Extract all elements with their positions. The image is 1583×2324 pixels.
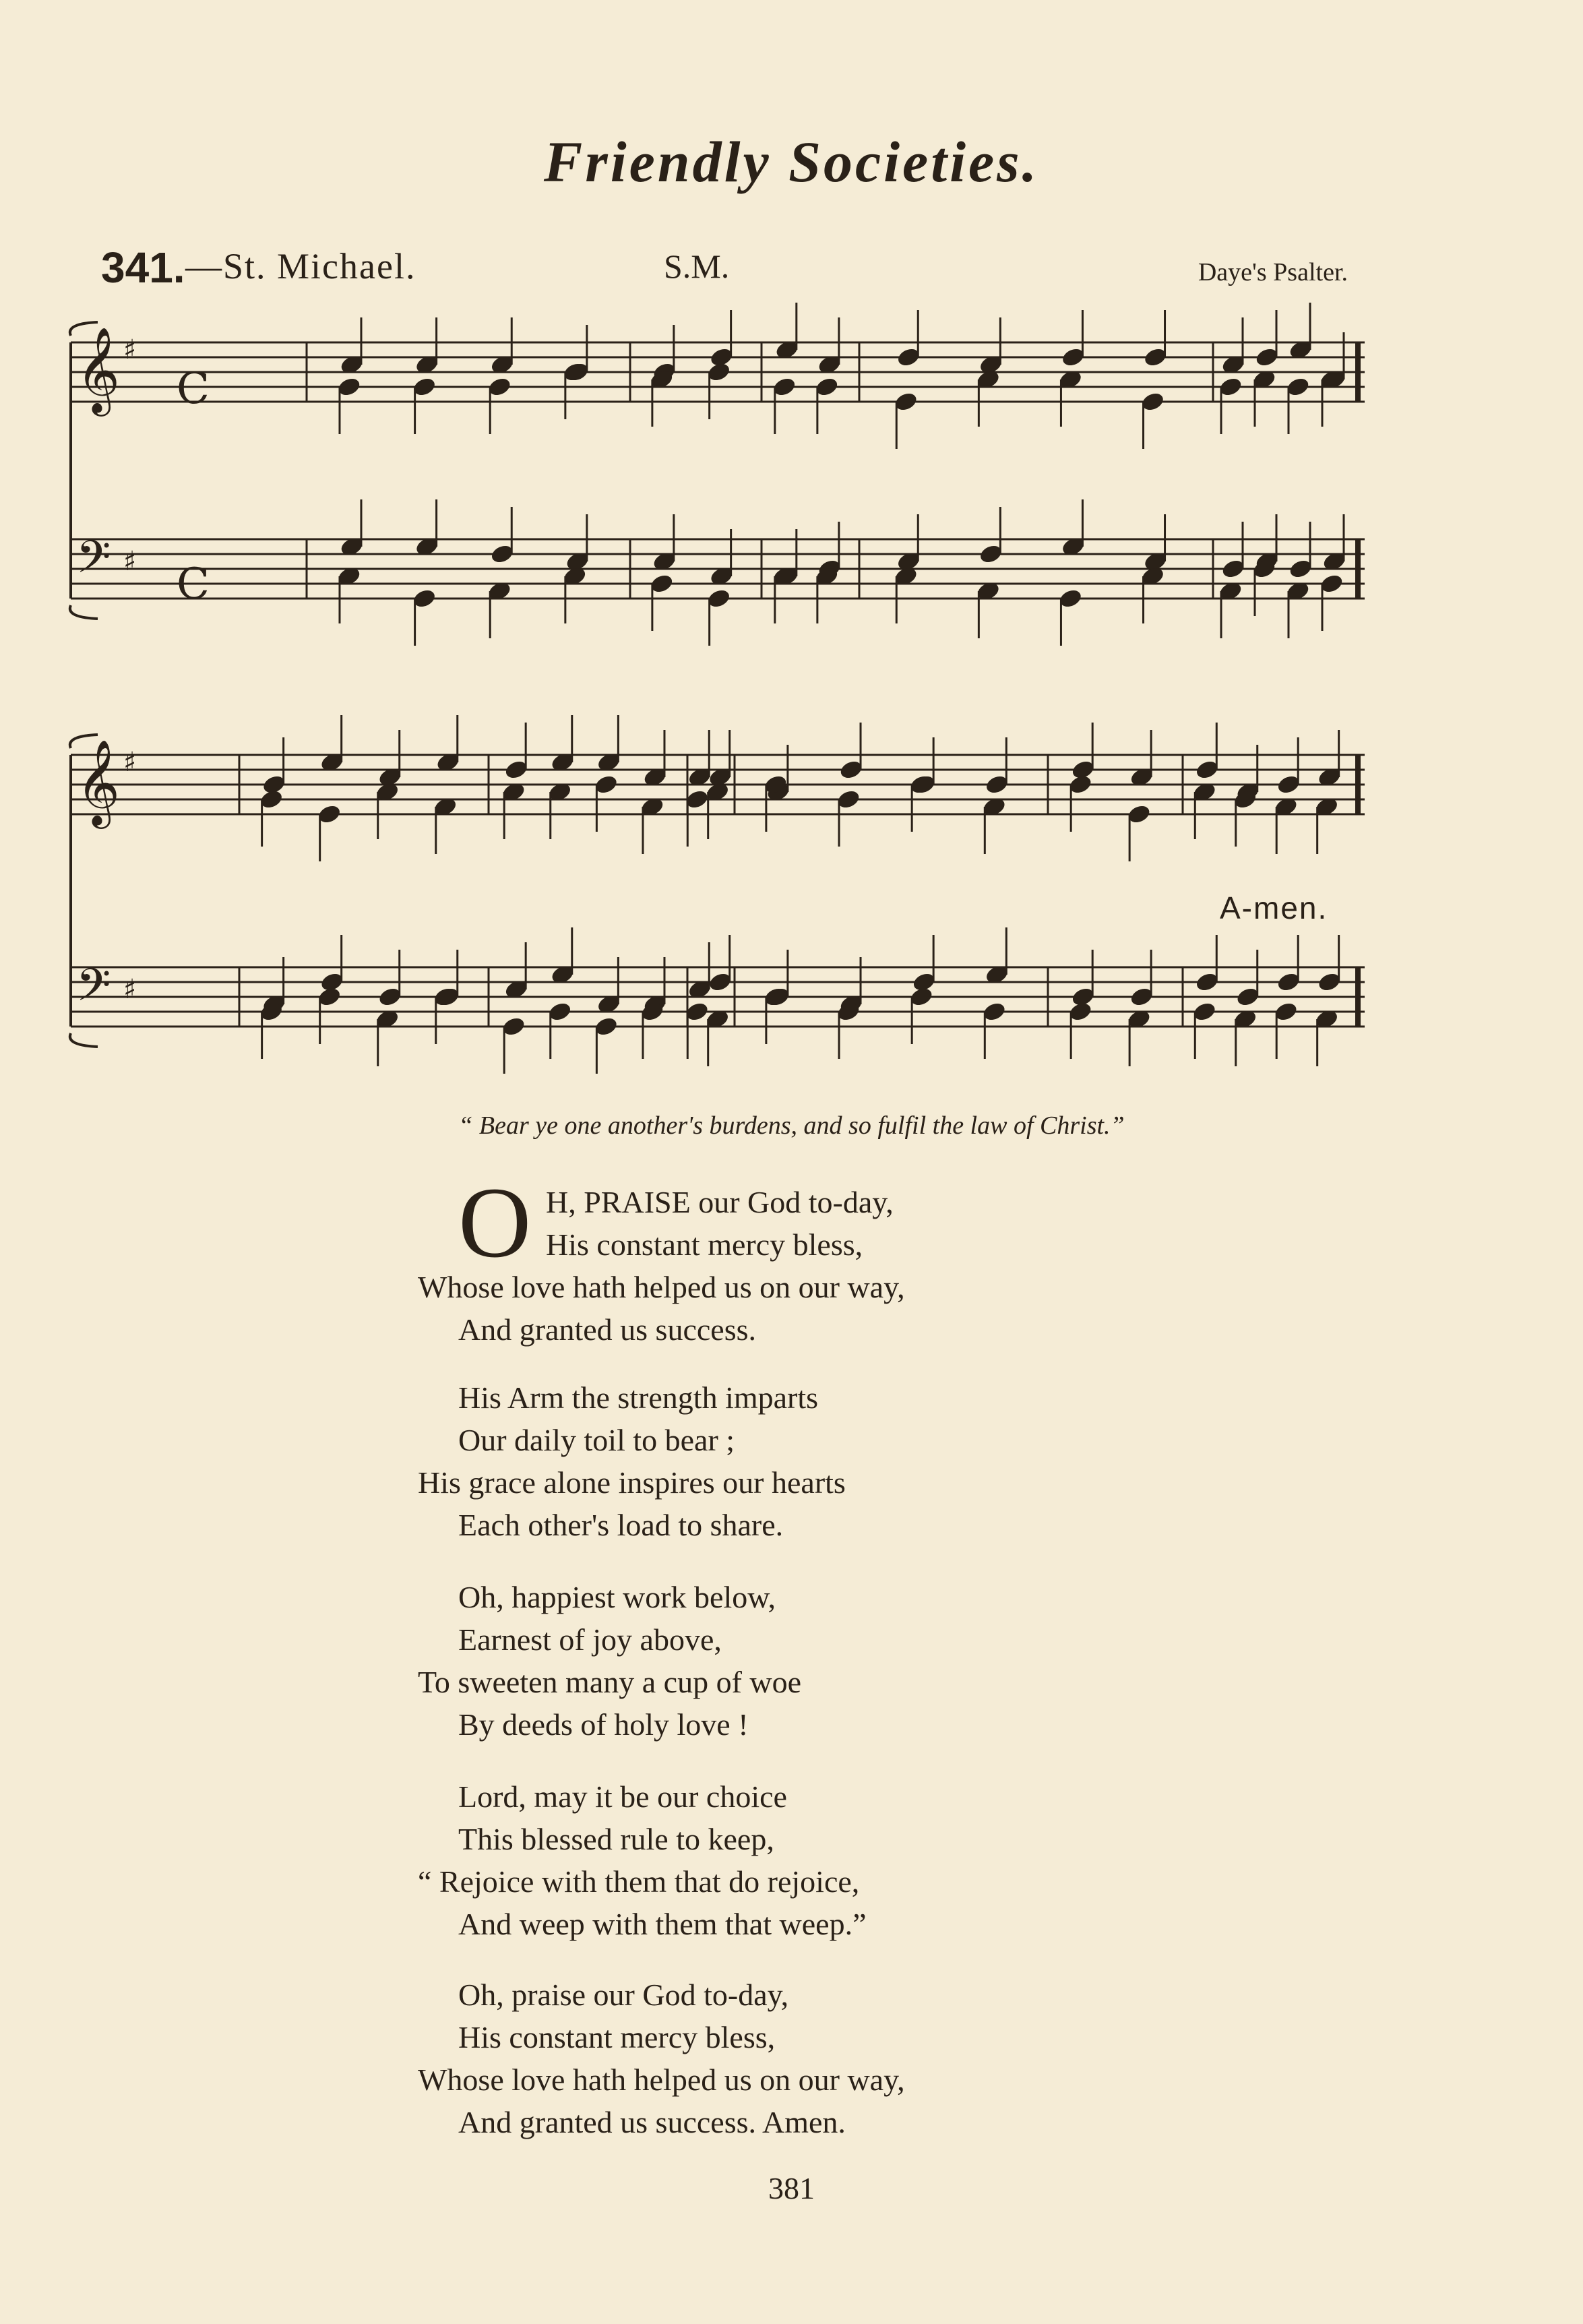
verse-3	[418, 1576, 801, 1746]
system-brace-bottom	[70, 605, 98, 619]
verse-line: His grace alone inspires our hearts	[418, 1465, 846, 1500]
verse-2	[418, 1376, 846, 1546]
drop-cap: O	[458, 1167, 532, 1279]
bass-clef-icon: 𝄢	[76, 531, 111, 594]
music-score	[0, 0, 1583, 1105]
page-number: 381	[768, 2171, 815, 2205]
amen-lyric: A-men.	[1220, 890, 1328, 925]
verse-line: Whose love hath helped us on our way,	[418, 2062, 905, 2097]
verse-5	[418, 1974, 905, 2143]
hymn-meter: S.M.	[664, 247, 730, 285]
hymn-number: 341.	[101, 243, 185, 292]
verse-line: Whose love hath helped us on our way,	[418, 1270, 905, 1304]
verse-4	[418, 1775, 866, 1945]
verse-line: And granted us success. Amen.	[458, 2105, 846, 2139]
system-brace-bottom	[70, 1033, 98, 1047]
verse-line: Earnest of joy above,	[458, 1622, 722, 1657]
key-sharp-icon: ♯	[123, 546, 137, 577]
hymn-source: Daye's Psalter.	[1198, 258, 1348, 286]
bass-clef-icon: 𝄢	[76, 959, 111, 1022]
time-signature-icon: C	[177, 364, 210, 414]
hymn-tune-name: —St. Michael.	[185, 246, 416, 286]
verse-line: Our daily toil to bear ;	[458, 1423, 735, 1457]
verse-line: His constant mercy bless,	[458, 2020, 776, 2054]
key-sharp-icon: ♯	[123, 747, 137, 778]
verse-line: Oh, happiest work below,	[458, 1580, 776, 1614]
verse-line: His Arm the strength imparts	[458, 1380, 819, 1415]
verse-line: His constant mercy bless,	[546, 1227, 863, 1262]
verse-line: Oh, praise our God to-day,	[458, 1978, 789, 2012]
time-signature-icon: C	[177, 559, 210, 609]
epigraph: “ Bear ye one another's burdens, and so fulfil the law of Christ.”	[458, 1111, 1125, 1140]
verse-line: “ Rejoice with them that do rejoice,	[418, 1864, 860, 1899]
key-sharp-icon: ♯	[123, 334, 137, 365]
page-title: Friendly Societies.	[543, 129, 1040, 194]
treble-clef-icon: 𝄞	[76, 326, 121, 412]
score-systems	[70, 303, 1365, 1074]
verse-line: Lord, may it be our choice	[458, 1779, 787, 1814]
verse-line: This blessed rule to keep,	[458, 1822, 774, 1856]
verse-line: By deeds of holy love !	[458, 1707, 749, 1742]
key-sharp-icon: ♯	[123, 974, 137, 1005]
verse-line: Each other's load to share.	[458, 1508, 784, 1542]
treble-clef-icon: 𝄞	[76, 739, 121, 825]
verse-line: O H, PRAISE our God to-day,	[458, 1167, 894, 1279]
verse-line: And weep with them that weep.”	[458, 1907, 867, 1941]
verse-line: And granted us success.	[458, 1312, 757, 1347]
verse-line: To sweeten many a cup of woe	[418, 1665, 802, 1699]
verse-1	[418, 1167, 905, 1351]
